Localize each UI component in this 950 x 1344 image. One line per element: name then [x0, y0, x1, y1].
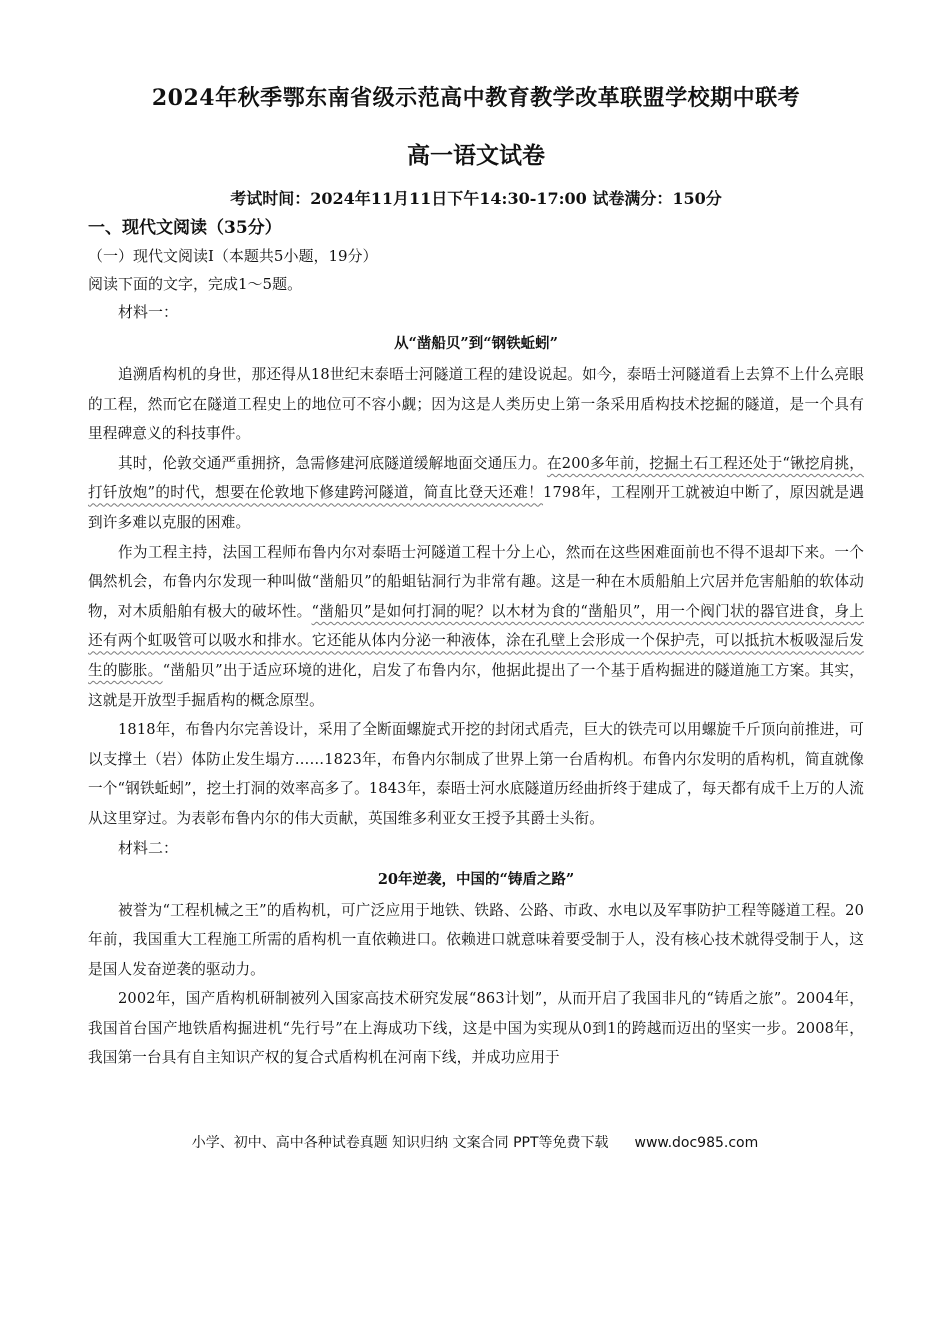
exam-subtitle: 高一语文试卷 [407, 142, 545, 169]
material1-paragraph-2 [88, 449, 864, 538]
footer-text: 小学、初中、高中各种试卷真题 知识归纳 文案合同 PPT等免费下载 [191, 1135, 609, 1151]
material2-title: 20年逆袭，中国的“铸盾之路” [377, 870, 575, 888]
footer-link[interactable]: www.doc985.com [634, 1135, 759, 1151]
wavy-underlined-text: 在200多年前，挖掘土石工程还处于“锹挖肩挑，打钎放炮”的时代，想要在伦敦地下修建跨河隧道，简直比登天还难！ [88, 454, 864, 502]
material1-paragraph-1: 追溯盾构机的身世，那还得从18世纪末泰晤士河隧道工程的建设说起。如今，泰晤士河隧道看上去算不上什么亮眼的工程，然而它在隧道工程史上的地位可不容小觑；因为这是人类历史上第一条采用盾构技术挖掘的隧道，是一个具有里程碑意义的科技事件。 [88, 366, 864, 443]
material1-label: 材料一： [118, 303, 179, 321]
paragraph-text: 1798年，工程刚开工就被迫中断了，原因就是遇到许多难以克服的困难。 [88, 484, 864, 531]
exam-title: 2024年秋季鄂东南省级示范高中教育教学改革联盟学校期中联考 [151, 85, 801, 111]
exam-info: 考试时间：2024年11月11日下午14:30-17:00 试卷满分：150分 [230, 189, 722, 208]
material1-title: 从“凿船贝”到“钢铁蚯蚓” [394, 335, 558, 352]
sub-section-heading: （一）现代文阅读Ⅰ（本题共5小题，19分） [88, 247, 378, 265]
page-footer [0, 1133, 950, 1153]
material1-paragraph-3 [88, 538, 864, 716]
material1-paragraph-4: 1818年，布鲁内尔完善设计，采用了全断面螺旋式开挖的封闭式盾壳，巨大的铁壳可以用螺旋千斤顶向前推进，可以支撑土（岩）体防止发生塌方……1823年，布鲁内尔制成了世界上第一台盾构机。布鲁内尔发明的盾构机，简直就像一个“钢铁蚯蚓”，挖土打洞的效率高多了。1843年，泰晤士河水底隧道历经曲折终于建成了，每天都有成千上万的人流从这里穿过。为表彰布鲁内尔的伟大贡献，英国维多利亚女王授予其爵士头衔。 [88, 721, 864, 827]
material2-paragraph-1: 被誉为“工程机械之王”的盾构机，可广泛应用于地铁、铁路、公路、市政、水电以及军事防护工程等隧道工程。20年前，我国重大工程施工所需的盾构机一直依赖进口。依赖进口就意味着要受制于人，没有核心技术就得受制于人，这是国人发奋逆袭的驱动力。 [88, 901, 864, 978]
paragraph-text: 作为工程主持，法国工程师布鲁内尔对泰晤士河隧道工程十分上心，然而在这些困难面前也不得不退却下来。一个偶然机会，布鲁内尔发现一种叫做“凿船贝”的船蛆钻洞行为非常有趣。这是一种在木质船舶上穴居并危害船舶的软体动物，对木质船舶有极大的破坏性。 [88, 543, 864, 620]
paragraph-text: “凿船贝”出于适应环境的进化，启发了布鲁内尔，他据此提出了一个基于盾构掘进的隧道施工方案。其实，这就是开放型手掘盾构的概念原型。 [88, 661, 864, 709]
reading-instruction: 阅读下面的文字，完成1～5题。 [88, 275, 303, 293]
material2-label: 材料二： [118, 838, 179, 857]
paragraph-text: 其时，伦敦交通严重拥挤，急需修建河底隧道缓解地面交通压力。 [118, 454, 547, 472]
section-heading: 一、现代文阅读（35分） [88, 218, 282, 238]
material2-paragraph-2: 2002年，国产盾构机研制被列入国家高技术研究发展“863计划”，从而开启了我国非凡的“铸盾之旅”。2004年，我国首台国产地铁盾构掘进机“先行号”在上海成功下线，这是中国为实现从0到1的跨越而迈出的坚实一步。2008年，我国第一台具有自主知识产权的复合式盾构机在河南下线，并成功应用于 [88, 990, 864, 1067]
wavy-underlined-text: “凿船贝”是如何打洞的呢？以木材为食的“凿船贝”，用一个阀门状的器官进食，身上还有两个虹吸管可以吸水和排水。它还能从体内分泌一种液体，涂在孔壁上会形成一个保护壳，可以抵抗木板吸湿后发生的膨胀。 [88, 602, 864, 679]
